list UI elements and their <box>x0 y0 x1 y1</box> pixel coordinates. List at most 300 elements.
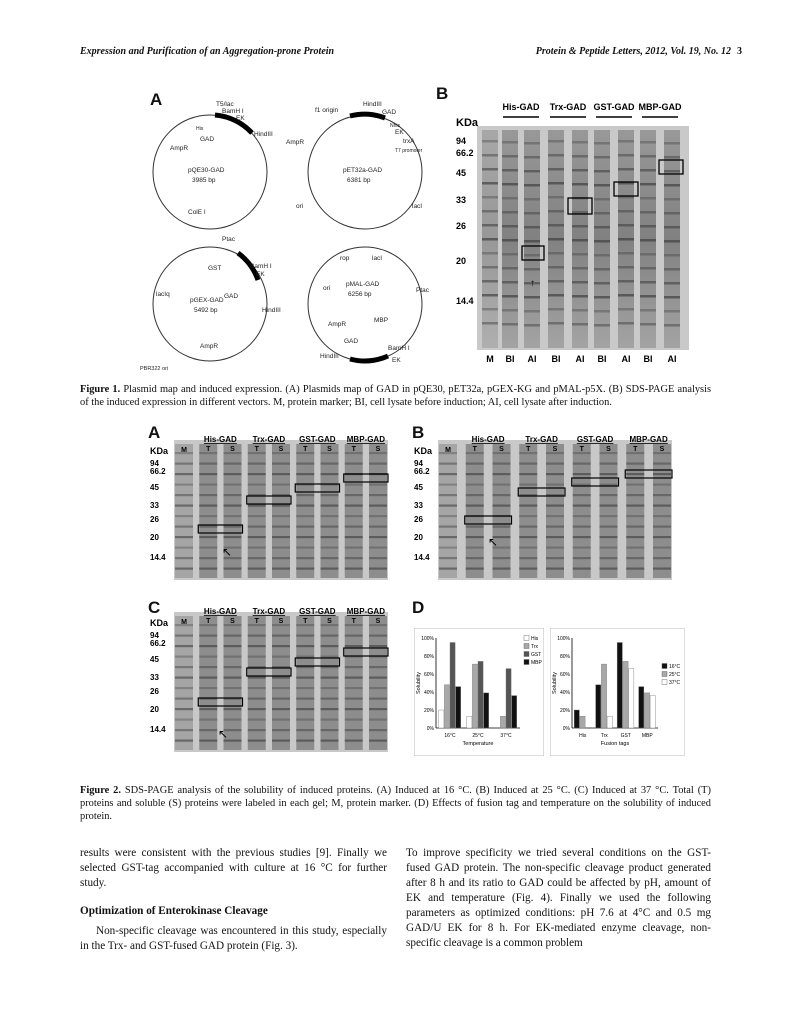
marker-label: 14.4 <box>150 553 166 562</box>
gel-band <box>321 557 339 559</box>
marker-label: 66.2 <box>150 639 166 648</box>
x-tick-label: 16°C <box>444 733 456 739</box>
gel-band <box>345 515 363 517</box>
marker-label: 94 <box>414 459 423 468</box>
plasmid-name-pmal: pMAL-GAD <box>346 281 380 288</box>
gel-band <box>199 494 217 496</box>
gel-band <box>224 515 242 517</box>
lane-label: S <box>327 618 332 625</box>
gel-band <box>546 568 564 570</box>
legend-label: 25°C <box>669 672 681 678</box>
fig2-gel-a <box>148 432 398 582</box>
gel-band <box>321 473 339 475</box>
marker-label: 26 <box>414 515 423 524</box>
marker-label: 14.4 <box>414 553 430 562</box>
gel-band <box>439 473 457 475</box>
gel-band <box>482 238 498 241</box>
gel-band <box>626 484 644 486</box>
gel-band <box>439 463 457 465</box>
arrow-icon: ↖ <box>488 535 499 549</box>
gel-band <box>519 515 537 517</box>
gel-band <box>594 240 610 243</box>
gel-band <box>466 536 484 538</box>
gel-band <box>519 473 537 475</box>
gel-band <box>199 635 217 637</box>
gel-band <box>653 515 671 517</box>
lane-label: T <box>254 618 259 625</box>
gel-band <box>175 494 193 496</box>
gel-band <box>640 169 656 172</box>
gel-band <box>199 645 217 647</box>
plasmid-label: BamH I <box>388 345 410 352</box>
group-label: MBP-GAD <box>346 435 385 444</box>
gel-band <box>369 740 387 742</box>
bar <box>478 661 483 728</box>
gel-band <box>439 484 457 486</box>
gel-band <box>296 515 314 517</box>
gel-band <box>296 557 314 559</box>
gel-band <box>594 254 610 257</box>
bar <box>650 696 655 728</box>
gel-band <box>519 547 537 549</box>
gel-band <box>224 505 242 507</box>
group-label: His-GAD <box>203 435 237 444</box>
gel-band <box>664 142 680 145</box>
gel-band <box>175 656 193 658</box>
gel-band <box>664 184 680 187</box>
gel-band <box>594 324 610 327</box>
gel-band <box>175 635 193 637</box>
gel-band <box>546 547 564 549</box>
gel-band <box>548 210 564 213</box>
fig2-gel-b <box>412 432 682 582</box>
gel-band <box>482 182 498 185</box>
gel-band <box>618 280 634 283</box>
gel-band <box>600 557 618 559</box>
gel-band <box>502 141 518 144</box>
gel-band <box>175 677 193 679</box>
lane-label: S <box>552 446 558 453</box>
lane-label: T <box>472 446 477 453</box>
gel-band <box>272 729 290 731</box>
group-label: His-GAD <box>502 102 540 112</box>
gel-band <box>548 280 564 283</box>
gel-band <box>502 295 518 298</box>
gel-band <box>272 687 290 689</box>
gel-band <box>653 526 671 528</box>
gel-band <box>482 308 498 311</box>
solubility-chart-temperature <box>414 628 544 756</box>
gel-band <box>618 294 634 297</box>
gel-band <box>345 740 363 742</box>
plasmid-label: GAD <box>344 338 359 345</box>
gel-band <box>369 526 387 528</box>
gel-band <box>321 677 339 679</box>
gel-band <box>600 505 618 507</box>
fig2-gel-c <box>148 604 398 754</box>
gel-band <box>321 494 339 496</box>
x-tick-label: 37°C <box>500 733 512 739</box>
bar <box>639 687 644 728</box>
gel-band <box>640 211 656 214</box>
gel-band <box>345 547 363 549</box>
lane-label: AI <box>527 354 537 364</box>
bar <box>629 669 634 728</box>
gel-band <box>466 568 484 570</box>
gel-band <box>502 281 518 284</box>
gel-band <box>524 296 540 299</box>
group-label: Trx-GAD <box>252 607 286 616</box>
gel-band <box>296 494 314 496</box>
section-title: Optimization of Enterokinase Cleavage <box>80 905 268 917</box>
gel-band <box>321 515 339 517</box>
plasmid-label: ColE I <box>188 209 206 216</box>
plasmid-label: AmpR <box>328 321 347 328</box>
bar <box>506 669 511 728</box>
gel-band <box>502 267 518 270</box>
gel-band <box>626 536 644 538</box>
body-left-column <box>80 846 387 954</box>
gel-band <box>640 239 656 242</box>
legend-swatch <box>662 664 667 669</box>
gel-band <box>321 645 339 647</box>
plasmid-label: Ptac <box>222 236 236 243</box>
y-tick-label: 20% <box>559 708 570 714</box>
gel-band <box>199 666 217 668</box>
gel-band <box>572 211 588 214</box>
gel-band <box>199 729 217 731</box>
gel-band <box>482 168 498 171</box>
gel-band <box>664 324 680 327</box>
group-label: Trx-GAD <box>525 435 558 444</box>
lane-label: S <box>606 446 611 453</box>
gel-band <box>224 473 242 475</box>
plasmid-label: trxA <box>403 138 415 145</box>
fig1-gel <box>452 100 712 372</box>
gel-band <box>626 505 644 507</box>
gel-band <box>482 266 498 269</box>
gel-band <box>175 645 193 647</box>
gel-band <box>272 677 290 679</box>
gel-band <box>482 280 498 283</box>
marker-label: 45 <box>150 655 159 664</box>
gel-band <box>272 645 290 647</box>
gel-band <box>653 494 671 496</box>
plasmid-label: ori <box>296 203 304 210</box>
gel-band <box>502 323 518 326</box>
gel-band <box>626 494 644 496</box>
arrow-icon: ↖ <box>218 727 229 741</box>
marker-label: 94 <box>150 631 159 640</box>
gel-band <box>524 268 540 271</box>
bar <box>623 661 628 728</box>
arrow-icon: ↑ <box>530 278 535 289</box>
gel-band <box>618 154 634 157</box>
gel-band <box>493 526 511 528</box>
gel-band <box>466 484 484 486</box>
gel-band <box>175 557 193 559</box>
gel-band <box>600 494 618 496</box>
gel-band <box>594 268 610 271</box>
marker-label: 45 <box>456 168 467 178</box>
gel-band <box>248 505 266 507</box>
y-axis-title: Solubility <box>552 671 558 695</box>
legend-label: GST <box>531 652 542 658</box>
gel-band <box>548 154 564 157</box>
gel-band <box>664 282 680 285</box>
gel-band <box>272 463 290 465</box>
y-tick-label: 60% <box>559 672 570 678</box>
gel-band <box>175 740 193 742</box>
fig2-panel-a-label: A <box>148 423 161 442</box>
gel-band <box>199 473 217 475</box>
gel-band <box>369 515 387 517</box>
gel-band <box>248 473 266 475</box>
y-tick-label: 100% <box>557 636 570 642</box>
gel-band <box>664 170 680 173</box>
gel-band <box>524 156 540 159</box>
plasmid-label: HindIII <box>363 101 382 108</box>
gel-band <box>439 568 457 570</box>
body-paragraph: results were consistent with the previous studies [9]. Finally we selected GST-tag accompanied with culture at 16 °C for further study. <box>80 847 387 889</box>
gel-band <box>466 505 484 507</box>
bar <box>596 685 601 728</box>
group-label: GST-GAD <box>299 435 336 444</box>
gel-band <box>199 526 217 528</box>
gel-band <box>439 526 457 528</box>
kda-label: KDa <box>150 446 169 456</box>
gel-band <box>369 536 387 538</box>
plasmid-label: lacIq <box>156 291 170 298</box>
plasmid-label: HindIII <box>254 131 273 138</box>
gel-band <box>296 677 314 679</box>
gel-band <box>272 505 290 507</box>
lane-label: T <box>303 618 308 625</box>
gel-band <box>626 526 644 528</box>
gel-band <box>345 526 363 528</box>
plasmid-label: MBP <box>374 317 389 324</box>
gel-band <box>224 494 242 496</box>
gel-band <box>224 568 242 570</box>
gel-band <box>600 484 618 486</box>
gel-band <box>175 484 193 486</box>
gel-band <box>594 170 610 173</box>
figure1-caption-text: Plasmid map and induced expression. (A) Plasmids map of GAD in pQE30, pET32a, pGEX-KG and pMAL-p5X. (B) SDS-PAGE analysis of the induced expression in different vectors. M, protein marker; BI, cell lysate before induction; AI, cell lysate after induction. <box>80 384 712 408</box>
gel-band <box>345 719 363 721</box>
marker-label: 45 <box>414 483 423 492</box>
gel-band <box>248 515 266 517</box>
gel-band <box>199 708 217 710</box>
plasmid-label: AmpR <box>170 145 189 152</box>
gel-band <box>199 547 217 549</box>
gel-band <box>640 141 656 144</box>
marker-label: 20 <box>150 533 159 542</box>
gel-band <box>272 656 290 658</box>
legend-swatch <box>524 652 529 657</box>
plasmid-label: GAD <box>200 136 215 143</box>
gel-band <box>664 212 680 215</box>
body-right-column <box>406 846 711 951</box>
gel-band <box>572 309 588 312</box>
marker-label: 66.2 <box>150 467 166 476</box>
bar <box>500 716 505 728</box>
gel-band <box>345 635 363 637</box>
kda-label: KDa <box>456 117 479 129</box>
gel-band <box>369 729 387 731</box>
gel-lane <box>594 130 610 348</box>
plasmid-size-pqe30: 3985 bp <box>192 177 216 184</box>
gel-band <box>573 484 591 486</box>
gel-band <box>345 568 363 570</box>
kda-label: KDa <box>414 446 433 456</box>
gel-band <box>546 515 564 517</box>
gel-band <box>653 505 671 507</box>
bar <box>644 693 649 728</box>
gel-band <box>664 254 680 257</box>
gel-band <box>248 708 266 710</box>
gel-band <box>224 708 242 710</box>
plasmid-circle-pmal <box>308 247 422 361</box>
gel-band <box>199 568 217 570</box>
gel-band <box>653 547 671 549</box>
group-label: GST-GAD <box>593 102 635 112</box>
gel-band <box>493 463 511 465</box>
gel-band <box>618 140 634 143</box>
lane-label: S <box>499 446 504 453</box>
gel-band <box>369 687 387 689</box>
gel-band <box>175 708 193 710</box>
gel-band <box>640 225 656 228</box>
plasmid-name-pqe30: pQE30-GAD <box>188 167 225 174</box>
lane-label: T <box>633 446 638 453</box>
plasmid-label: ori <box>323 285 331 292</box>
journal-citation <box>536 46 742 57</box>
gel-band <box>524 254 540 257</box>
lane-label: T <box>206 446 211 453</box>
gel-band <box>345 505 363 507</box>
gel-band <box>493 568 511 570</box>
plasmid-label: T7 promoter <box>395 148 423 154</box>
gel-band <box>296 473 314 475</box>
gel-band <box>600 463 618 465</box>
gel-band <box>626 568 644 570</box>
gel-band <box>573 515 591 517</box>
gel-band <box>626 515 644 517</box>
group-label: His-GAD <box>203 607 237 616</box>
plasmid-label: EK <box>256 271 265 278</box>
gel-band <box>482 154 498 157</box>
gel-band <box>594 282 610 285</box>
plasmid-label: His <box>196 126 204 132</box>
gel-band <box>224 719 242 721</box>
gel-band <box>572 323 588 326</box>
gel-band <box>369 463 387 465</box>
gel-band <box>345 708 363 710</box>
gel-band <box>502 169 518 172</box>
y-tick-label: 40% <box>559 690 570 696</box>
gel-band <box>618 210 634 213</box>
figure1-caption <box>80 383 711 409</box>
gel-band <box>640 155 656 158</box>
gel-band <box>321 526 339 528</box>
gel-band <box>502 309 518 312</box>
solubility-chart-fusion-tag <box>550 628 685 756</box>
gel-band <box>369 666 387 668</box>
plasmid-label: T5/lac <box>216 101 234 108</box>
gel-band <box>653 473 671 475</box>
gel-band <box>199 740 217 742</box>
marker-label: 26 <box>150 515 159 524</box>
marker-label: 33 <box>414 501 423 510</box>
legend-swatch <box>662 680 667 685</box>
gel-band <box>296 645 314 647</box>
gel-band <box>640 295 656 298</box>
gel-band <box>439 557 457 559</box>
gel-band <box>572 155 588 158</box>
plasmid-label: EK <box>395 129 404 136</box>
gel-band <box>248 568 266 570</box>
gel-band <box>572 225 588 228</box>
gel-band <box>439 494 457 496</box>
y-axis-title: Solubility <box>416 671 422 695</box>
fig2-panel-d-label: D <box>412 598 425 617</box>
plasmid-label: BamH I <box>250 263 272 270</box>
lane-label: S <box>278 618 284 625</box>
plasmid-label: HindIII <box>262 307 281 314</box>
gel-band <box>466 494 484 496</box>
gel-band <box>321 463 339 465</box>
gel-band <box>653 568 671 570</box>
gel-band <box>272 557 290 559</box>
y-tick-label: 0% <box>426 726 434 732</box>
fig1-panel-b-label: B <box>436 84 449 103</box>
lane-label: M <box>181 447 187 454</box>
gel-band <box>573 526 591 528</box>
gel-band <box>594 156 610 159</box>
plasmid-label: GAD <box>224 293 239 300</box>
gel-band <box>653 536 671 538</box>
bar <box>607 716 612 728</box>
gel-band <box>369 484 387 486</box>
gel-band <box>175 547 193 549</box>
gel-band <box>224 536 242 538</box>
gel-band <box>272 698 290 700</box>
marker-label: 33 <box>150 501 159 510</box>
gel-band <box>175 526 193 528</box>
gel-band <box>369 677 387 679</box>
lane-label: M <box>445 447 451 454</box>
lane-label: S <box>230 446 235 453</box>
gel-band <box>248 463 266 465</box>
gel-band <box>502 197 518 200</box>
figure2-caption-text: SDS-PAGE analysis of the solubility of induced proteins. (A) Induced at 16 °C. (B) Induced at 25 °C. (C) Induced at 37 °C. Total (T) proteins and soluble (S) proteins were labeled in each gel; M, protein marker. (D) Effects of fusion tag and temperature on the solubility of induced protein. <box>80 785 711 822</box>
gel-band <box>524 184 540 187</box>
lane-label: M <box>486 354 494 364</box>
gel-band <box>175 729 193 731</box>
gel-band <box>618 266 634 269</box>
gel-band <box>626 473 644 475</box>
lane-label: AI <box>621 354 631 364</box>
bar <box>439 710 444 728</box>
gel-band <box>548 252 564 255</box>
gel-band <box>524 212 540 215</box>
gel-band <box>466 473 484 475</box>
gel-band <box>519 526 537 528</box>
gel-band <box>321 568 339 570</box>
gel-band <box>626 557 644 559</box>
gel-band <box>369 547 387 549</box>
gel-band <box>345 536 363 538</box>
